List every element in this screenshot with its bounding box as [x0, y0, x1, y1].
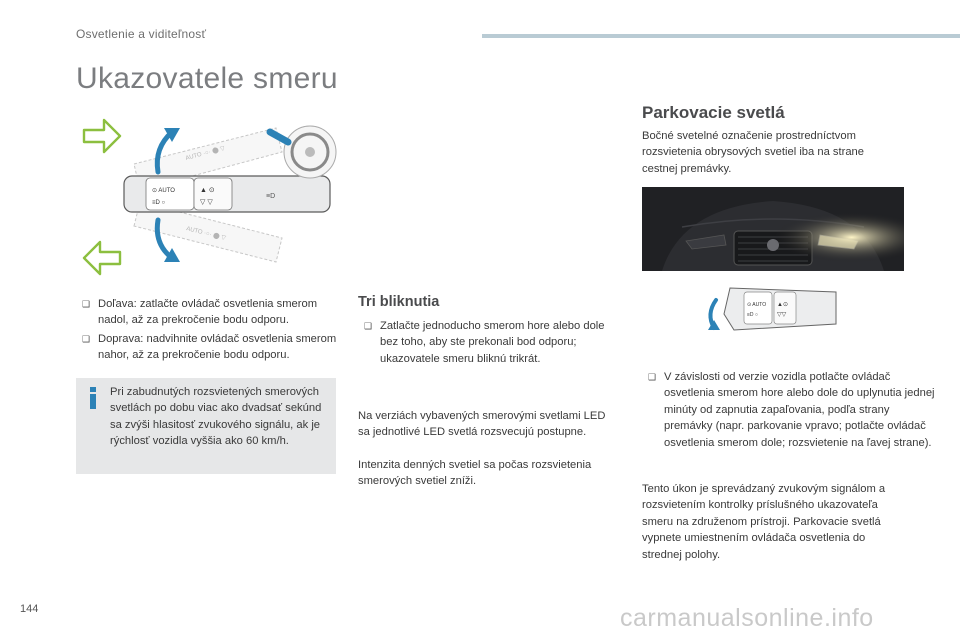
svg-text:⊙ AUTO: ⊙ AUTO — [747, 302, 767, 308]
header-accent-bar — [482, 34, 960, 38]
bullet-checkbox-icon: ❑ — [82, 333, 91, 344]
arrow-left-icon — [84, 242, 120, 274]
section-header: Osvetlenie a viditeľnosť — [76, 27, 207, 41]
arrow-down-motion-icon — [708, 300, 720, 330]
stalk-neutral-position — [124, 176, 330, 212]
svg-text:≡D: ≡D — [266, 193, 276, 200]
bullet-checkbox-icon: ❑ — [82, 299, 91, 309]
page-number: 144 — [20, 603, 39, 615]
car-front-parking-light-photo — [642, 187, 904, 271]
watermark: carmanualsonline.info — [620, 604, 874, 632]
parking-intro: Bočné svetelné označenie prostredníctvom rozsvietenia obrysových svetiel iba na strane cestnej premávky. — [642, 130, 864, 175]
led-paragraph: Na verziách vybavených smerovými svetlami LED sa jednotlivé LED svetlá rozsvecujú postupne. — [358, 410, 606, 439]
parking-paragraph: Tento úkon je sprevádzaný zvukovým signálom a rozsvietením kontrolky príslušného ukazovateľa smeru na združenom prístroji. Parkovacie svetlá vypnete umiestnením ovládača osvetlenia do strednej polohy. — [642, 483, 886, 561]
lighting-stalk-illustration — [700, 284, 840, 344]
list-item: ❑ Doľava: zatlačte ovládač osvetlenia smerom nadol, až za prekročenie bodu odporu. — [82, 298, 318, 327]
list-item: ❑ V závislosti od verzie vozidla potlačte ovládač osvetlenia smerom hore alebo dole do uplynutia jednej minúty od zapnutia zapaľovania, podľa strany premávky (napr. parkovanie vpravo; potlačte ovládač osvetlenia smerom dole; rozsvietenie na ľavej strane). — [648, 371, 935, 449]
info-icon — [88, 387, 98, 409]
bullet-checkbox-icon: ❑ — [364, 321, 373, 331]
middle-bullet-list — [358, 318, 610, 369]
daylight-paragraph: Intenzita denných svetiel sa počas rozsvietenia smerových svetiel zníži. — [358, 459, 592, 488]
svg-text:▲ ⊙: ▲ ⊙ — [200, 187, 215, 194]
list-item: ❑ Zatlačte jednoducho smerom hore alebo dole bez toho, aby ste prekonali bod odporu; ukazovatele smeru bliknú trikrát. — [364, 320, 605, 365]
right-bullet-list — [642, 369, 938, 453]
svg-text:≡D ○: ≡D ○ — [152, 200, 166, 206]
heading-parkovacie-svetla: Parkovacie svetlá — [642, 103, 785, 122]
page-title: Ukazovatele smeru — [76, 62, 338, 95]
bullet-checkbox-icon: ❑ — [648, 372, 657, 382]
svg-text:⊙ AUTO: ⊙ AUTO — [152, 188, 175, 194]
svg-text:▽ ▽: ▽ ▽ — [200, 199, 213, 206]
svg-text:≡D ○: ≡D ○ — [747, 312, 758, 318]
info-text: Pri zabudnutých rozsvietených smerových svetlách po dobu viac ako dvadsať sekúnd sa zvýši hlasitosť zvukového signálu, ak je rýchlosť vozidla vyššia ako 60 km/h. — [110, 386, 322, 448]
list-item: ❑ Doprava: nadvihnite ovládač osvetlenia smerom nahor, až za prekročenie bodu odporu. — [82, 332, 337, 362]
heading-tri-bliknutia: Tri bliknutia — [358, 294, 440, 310]
turn-signal-stalk-illustration — [76, 108, 340, 280]
svg-text:AUTO ·○· ⬤ ▽: AUTO ·○· ⬤ ▽ — [184, 145, 226, 162]
svg-text:▽▽: ▽▽ — [777, 312, 787, 318]
svg-text:▲⊙: ▲⊙ — [777, 302, 788, 308]
arrow-right-icon — [84, 120, 120, 152]
svg-text:AUTO ·○· ⬤ ▽: AUTO ·○· ⬤ ▽ — [185, 226, 227, 242]
left-bullet-list — [76, 296, 338, 366]
